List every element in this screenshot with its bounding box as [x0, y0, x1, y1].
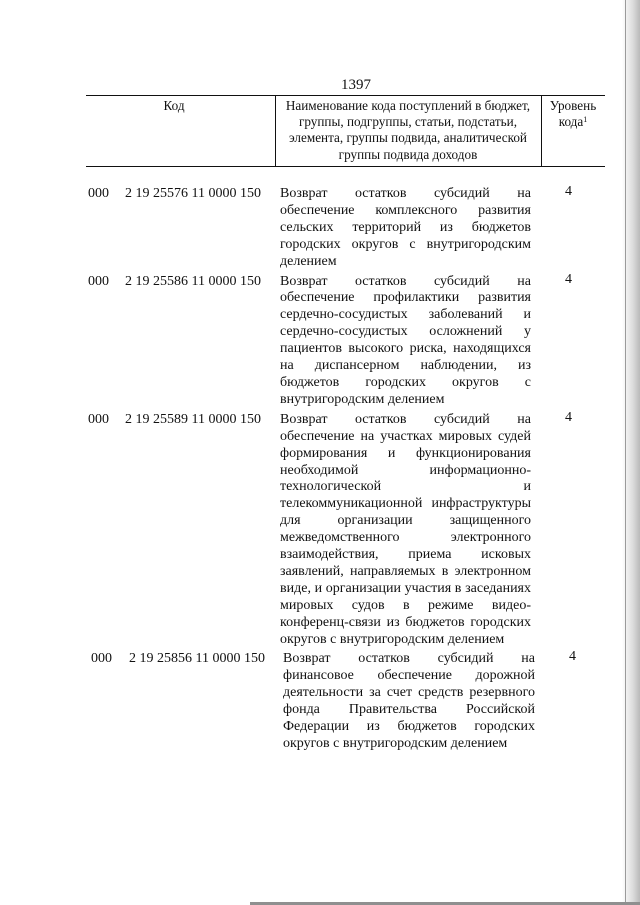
- table-row: [0, 409, 640, 649]
- row-admin-code: 000: [88, 411, 109, 427]
- row-level: 4: [569, 649, 576, 665]
- row-admin-code: 000: [88, 273, 109, 289]
- row-level: 4: [565, 271, 572, 287]
- row-level: 4: [565, 409, 572, 425]
- page-number: 1397: [341, 77, 371, 93]
- row-description: Возврат остатков субсидий на обеспечение профилактики развития сердечно-сосудистых заболеваний и сердечно-сосудистых осложнений у пациентов высокого риска, находящихся на диспансерном наблюдении, из бюджетов городских округов с внутригородским делением: [280, 273, 531, 407]
- table-row: [0, 651, 640, 752]
- row-budget-code: 2 19 25576 11 0000 150: [125, 186, 261, 201]
- header-name: Наименование кода поступлений в бюджет, группы, подгруппы, статьи, подстатьи, элемента, группы подвида, аналитической группы подвида доходов: [285, 98, 531, 162]
- row-level: 4: [565, 184, 572, 199]
- header-level-label: Уровень кода: [549, 98, 597, 130]
- row-admin-code: 000: [88, 186, 109, 201]
- header-level-footnote: 1: [583, 115, 588, 125]
- row-description: Возврат остатков субсидий на обеспечение комплексного развития сельских территорий из бюджетов городских округов с внутригородским делением: [280, 186, 531, 269]
- header-code: Код: [163, 98, 185, 113]
- table-header: [86, 95, 605, 167]
- row-description: Возврат остатков субсидий на обеспечение на участках мировых судей формирования и функционирования необходимой информационно-технологической и телекоммуникационной инфраструктуры для организации защищенного межведомственного электронного взаимодействия, приема исковых заявлений, направляемых в электронном виде, и организации участия в заседаниях мировых судов в режиме видео-конференц-связи из бюджетов городских округов с внутригородским делением: [280, 411, 531, 647]
- table-row: [0, 186, 640, 271]
- header-level: [541, 98, 605, 130]
- row-admin-code: 000: [91, 651, 112, 667]
- row-budget-code: 2 19 25589 11 0000 150: [125, 411, 261, 427]
- table-body: [0, 186, 640, 756]
- table-row: [0, 271, 640, 409]
- row-description: Возврат остатков субсидий на финансовое обеспечение дорожной деятельности за счет средств резервного фонда Правительства Российской Федерации из бюджетов городских округов с внутригородским делением: [283, 651, 535, 751]
- row-budget-code: 2 19 25586 11 0000 150: [125, 273, 261, 289]
- row-budget-code: 2 19 25856 11 0000 150: [129, 651, 265, 667]
